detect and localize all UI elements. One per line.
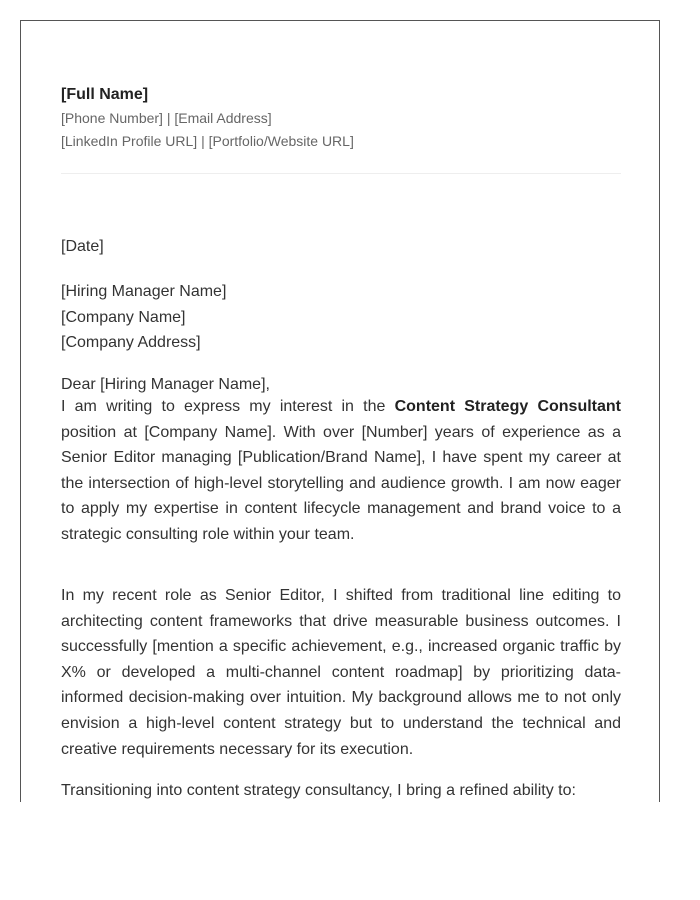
letter-date: [Date] bbox=[61, 238, 104, 255]
paragraph-transition: Transitioning into content strategy consultancy, I bring a refined ability to: bbox=[61, 782, 576, 799]
paragraph-intro bbox=[61, 394, 621, 548]
letter-page bbox=[20, 20, 660, 802]
sender-contact-links: [LinkedIn Profile URL] | [Portfolio/Website URL] bbox=[61, 133, 354, 149]
salutation: Dear [Hiring Manager Name], bbox=[61, 376, 270, 393]
recipient-name: [Hiring Manager Name] bbox=[61, 283, 227, 300]
sender-full-name: [Full Name] bbox=[61, 86, 149, 103]
recipient-address: [Company Address] bbox=[61, 334, 201, 351]
paragraph-intro-rest: position at [Company Name]. With over [Number] years of experience as a Senior Editor managing [Publication/Brand Name], I have spent my career at the intersection of high-level storytelling and audience growth. I am now eager to apply my expertise in content lifecycle management and brand voice to a strategic consulting role within your team. bbox=[61, 423, 621, 543]
header-divider bbox=[61, 173, 621, 174]
recipient-company: [Company Name] bbox=[61, 309, 186, 326]
position-title: Content Strategy Consultant bbox=[394, 398, 621, 415]
sender-contact-phone-email: [Phone Number] | [Email Address] bbox=[61, 110, 272, 126]
paragraph-intro-start: I am writing to express my interest in the bbox=[61, 398, 395, 415]
paragraph-experience: In my recent role as Senior Editor, I shifted from traditional line editing to architecting content frameworks that drive measurable business outcomes. I successfully [mention a specific achievement, e.g., increased organic traffic by X% or developed a multi-channel content roadmap] by prioritizing data-informed decision-making over intuition. My background allows me to not only envision a high-level content strategy but to understand the technical and creative requirements necessary for its execution. bbox=[61, 587, 621, 758]
